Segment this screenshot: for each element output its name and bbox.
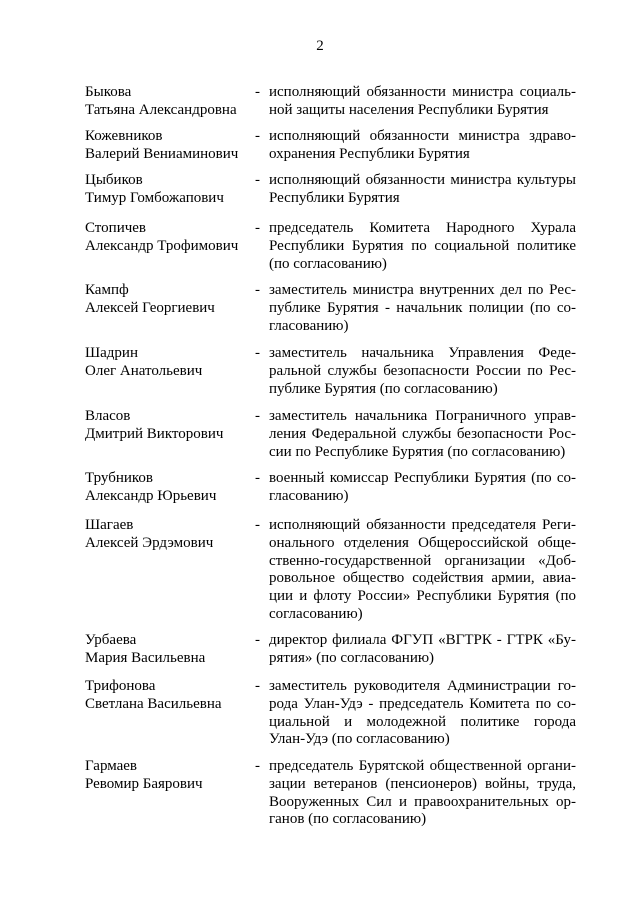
- position-line: охранения Республики Бурятия: [269, 145, 470, 162]
- member-position: [269, 128, 576, 164]
- entry-dash: -: [255, 84, 260, 100]
- member-given-names: Алексей Эрдэмович: [85, 534, 214, 551]
- position-line: исполняющий обязанности министра здраво-: [269, 128, 576, 144]
- member-position: [269, 408, 576, 461]
- member-position: [269, 172, 576, 208]
- position-line: ственно-государственной организации «Доб-: [269, 552, 576, 569]
- member-given-names: Валерий Вениаминович: [85, 145, 239, 162]
- position-line: военный комиссар Республики Бурятия (по со-: [269, 470, 576, 486]
- position-line: (по согласованию): [269, 255, 387, 272]
- member-surname: Стопичев: [85, 220, 147, 236]
- member-surname: Трифонова: [85, 678, 156, 694]
- entry-dash: -: [255, 470, 260, 486]
- member-position: [269, 517, 576, 624]
- position-line: рятия» (по согласованию): [269, 649, 435, 666]
- position-line: публике Бурятия - начальник полиции (по со-: [269, 299, 576, 316]
- entry-dash: -: [255, 220, 260, 236]
- position-line: заместитель начальника Пограничного управ-: [269, 408, 576, 424]
- member-name: [85, 517, 250, 553]
- entry-dash: -: [255, 632, 260, 648]
- position-line: исполняющий обязанности министра социаль-: [269, 84, 576, 100]
- position-line: директор филиала ФГУП «ВГТРК - ГТРК «Бу-: [269, 632, 576, 648]
- position-line: председатель Комитета Народного Хурала: [269, 220, 576, 236]
- member-name: [85, 128, 250, 164]
- position-line: публике Бурятия (по согласованию): [269, 380, 498, 397]
- entry-dash: -: [255, 678, 260, 694]
- member-position: [269, 84, 576, 120]
- member-name: [85, 470, 250, 506]
- member-name: [85, 345, 250, 381]
- position-line: ровольное общество содействия армии, авиа-: [269, 570, 576, 587]
- position-line: ции и флоту России» Республики Бурятия (по: [269, 588, 576, 605]
- page-number: 2: [316, 38, 324, 54]
- position-line: заместитель руководителя Администрации го-: [269, 678, 576, 694]
- entry-dash: -: [255, 517, 260, 533]
- position-line: Республики Бурятия: [269, 189, 400, 206]
- position-line: циальной и молодежной политике города: [269, 713, 576, 730]
- member-given-names: Тимур Гомбожапович: [85, 189, 224, 206]
- member-position: [269, 345, 576, 398]
- member-name: [85, 408, 250, 444]
- member-name: [85, 678, 250, 714]
- member-surname: Быкова: [85, 84, 132, 100]
- entry-dash: -: [255, 345, 260, 361]
- member-surname: Шадрин: [85, 345, 138, 361]
- position-line: ной защиты населения Республики Бурятия: [269, 101, 549, 118]
- member-surname: Гармаев: [85, 758, 138, 774]
- member-surname: Цыбиков: [85, 172, 143, 188]
- position-line: рода Улан-Удэ - председатель Комитета по со-: [269, 695, 576, 712]
- member-given-names: Ревомир Баярович: [85, 775, 203, 792]
- member-name: [85, 84, 250, 120]
- member-name: [85, 282, 250, 318]
- member-position: [269, 632, 576, 668]
- member-name: [85, 220, 250, 256]
- member-given-names: Мария Васильевна: [85, 649, 206, 666]
- position-line: заместитель начальника Управления Феде-: [269, 345, 576, 361]
- member-surname: Урбаева: [85, 632, 137, 648]
- member-surname: Кампф: [85, 282, 129, 298]
- member-given-names: Александр Трофимович: [85, 237, 239, 254]
- member-given-names: Светлана Васильевна: [85, 695, 222, 712]
- member-position: [269, 220, 576, 273]
- position-line: зации ветеранов (пенсионеров) войны, труда,: [269, 775, 576, 792]
- member-surname: Трубников: [85, 470, 153, 486]
- position-line: согласованию): [269, 605, 363, 622]
- position-line: исполняющий обязанности председателя Реги-: [269, 517, 576, 533]
- member-surname: Шагаев: [85, 517, 134, 533]
- member-given-names: Татьяна Александровна: [85, 101, 237, 118]
- position-line: Улан-Удэ (по согласованию): [269, 731, 450, 748]
- member-position: [269, 282, 576, 335]
- position-line: исполняющий обязанности министра культуры: [269, 172, 576, 188]
- position-line: сии по Республике Бурятия (по согласованию): [269, 443, 566, 460]
- entry-dash: -: [255, 172, 260, 188]
- position-line: гласованию): [269, 317, 349, 334]
- member-position: [269, 758, 576, 829]
- member-position: [269, 678, 576, 749]
- entry-dash: -: [255, 758, 260, 774]
- position-line: ганов (по согласованию): [269, 811, 427, 828]
- member-surname: Кожевников: [85, 128, 163, 144]
- position-line: гласованию): [269, 487, 349, 504]
- position-line: ральной службы безопасности России по Рес-: [269, 362, 576, 379]
- member-name: [85, 172, 250, 208]
- member-name: [85, 758, 250, 794]
- position-line: заместитель министра внутренних дел по Рес-: [269, 282, 576, 298]
- member-given-names: Дмитрий Викторович: [85, 425, 224, 442]
- entry-dash: -: [255, 282, 260, 298]
- entry-dash: -: [255, 128, 260, 144]
- position-line: ления Федеральной службы безопасности Рос-: [269, 425, 576, 442]
- position-line: Вооруженных Сил и правоохранительных ор-: [269, 793, 576, 810]
- member-position: [269, 470, 576, 506]
- position-line: онального отделения Общероссийской обще-: [269, 534, 576, 551]
- entry-dash: -: [255, 408, 260, 424]
- member-given-names: Олег Анатольевич: [85, 362, 203, 379]
- member-given-names: Алексей Георгиевич: [85, 299, 215, 316]
- member-given-names: Александр Юрьевич: [85, 487, 217, 504]
- position-line: Республики Бурятия по социальной политике: [269, 237, 576, 254]
- position-line: председатель Бурятской общественной органи-: [269, 758, 576, 774]
- member-name: [85, 632, 250, 668]
- member-surname: Власов: [85, 408, 131, 424]
